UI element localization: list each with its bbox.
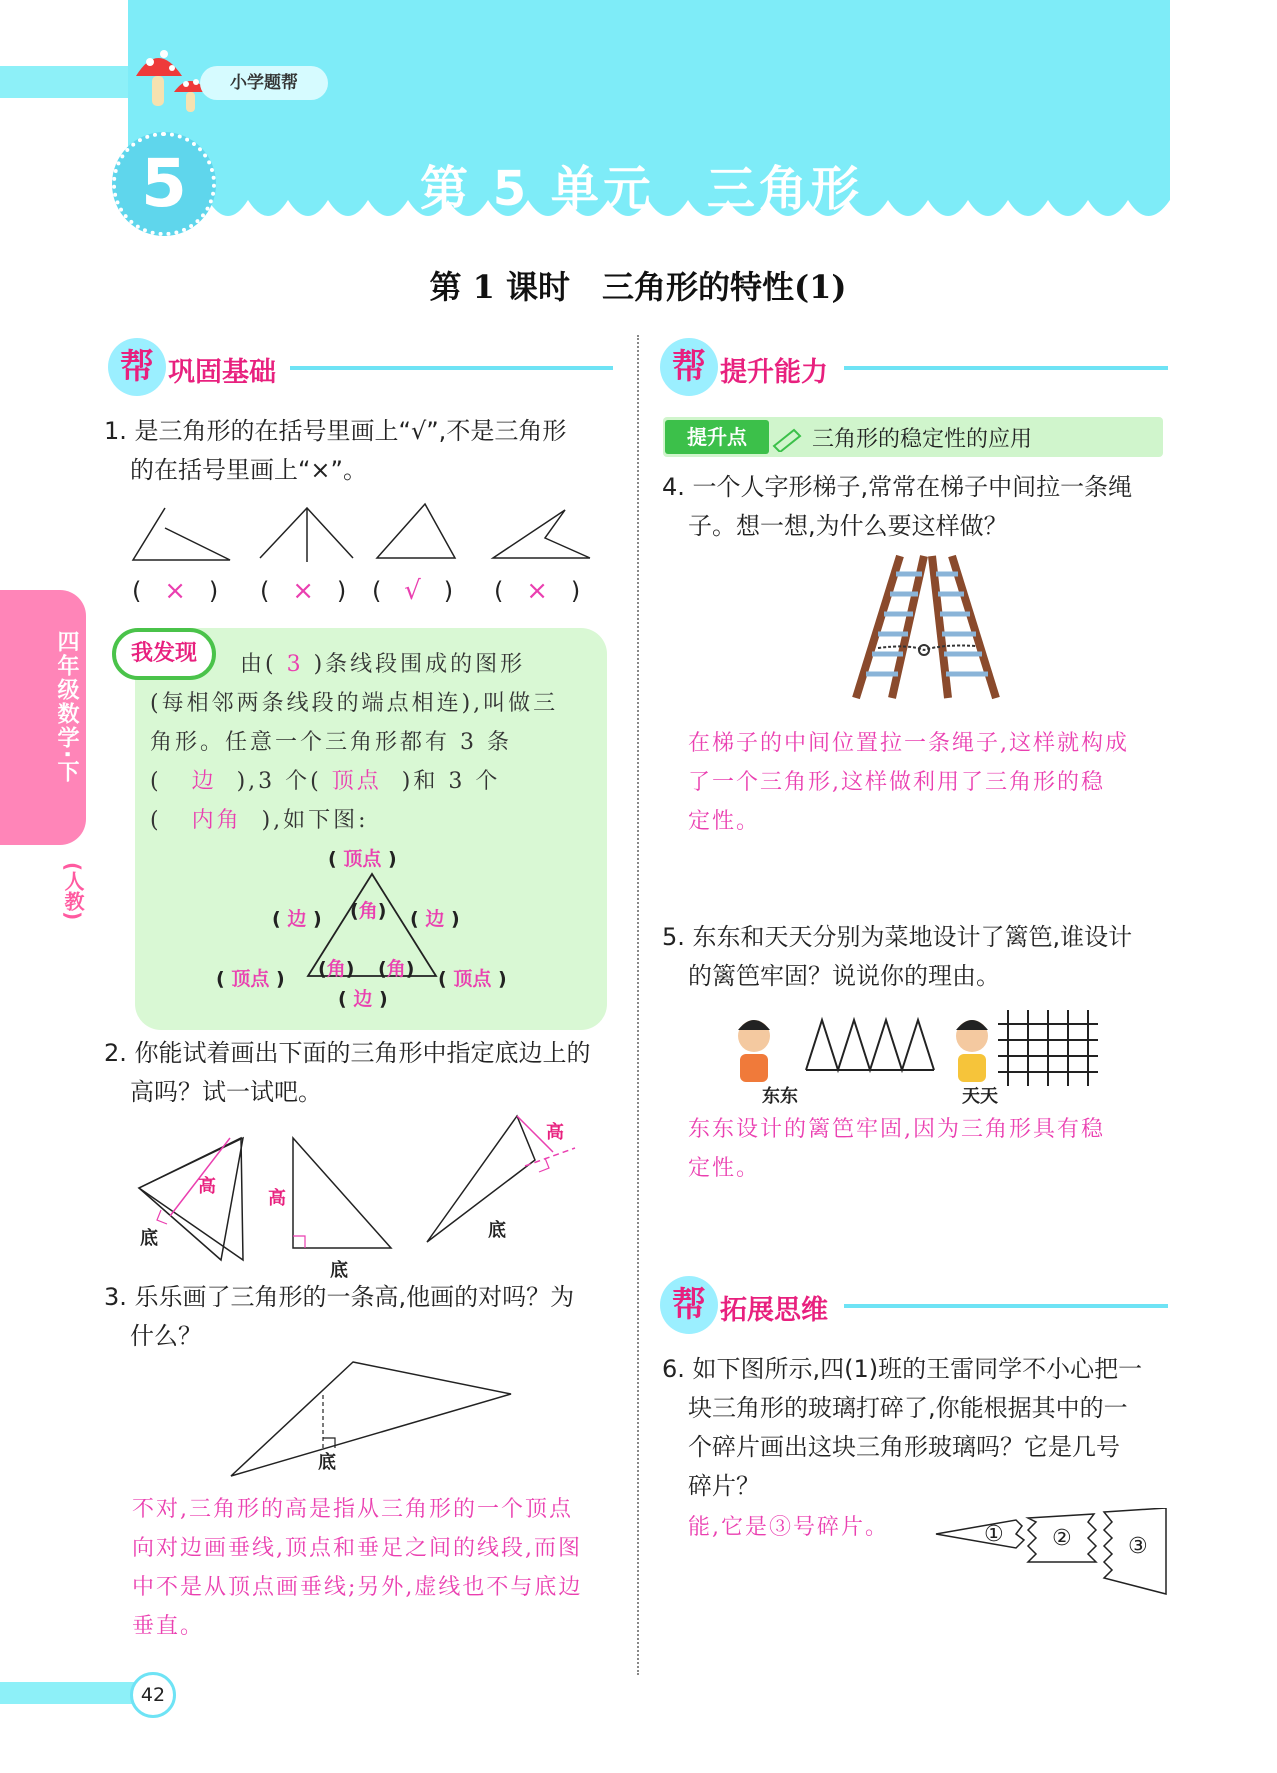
q6-line1: 6. 如下图所示,四(1)班的王雷同学不小心把一: [662, 1355, 1143, 1383]
section-label: 巩固基础: [168, 357, 276, 388]
discover-l4-mid: ),3 个(: [236, 769, 322, 794]
q6-answer: 能,它是③号碎片。: [688, 1515, 889, 1540]
question-2: [104, 1034, 624, 1112]
label-top-angle: (角): [350, 900, 387, 922]
piece-2-label: ②: [1052, 1526, 1072, 1551]
question-4: [662, 468, 1172, 546]
column-divider: [637, 335, 639, 1675]
discover-l1-post: )条线段围成的图形: [313, 652, 526, 677]
label-right-vertex: ( 顶点 ): [438, 968, 507, 990]
label-right-side-ans: 边: [425, 908, 445, 930]
label-right-angle-ans: 角: [386, 958, 406, 980]
question-1: [104, 412, 624, 490]
label-top-vertex: ( 顶点 ): [328, 848, 397, 870]
q6-line3: 个碎片画出这块三角形玻璃吗？它是几号: [688, 1433, 1120, 1461]
q1-mark-1: ×: [164, 576, 187, 606]
q3-answer-line: 向对边画垂线,顶点和垂足之间的线段,而图: [132, 1536, 582, 1561]
label-top-vertex-ans: 顶点: [343, 848, 382, 870]
section-consolidate: [108, 338, 613, 394]
discover-ans-vertex: 顶点: [331, 769, 382, 794]
discover-badge: 我发现: [112, 628, 216, 680]
lesson-title: 第 1 课时 三角形的特性(1): [429, 268, 847, 306]
page-number: 42: [130, 1672, 176, 1718]
q4-line1: 4. 一个人字形梯子,常常在梯子中间拉一条绳: [662, 473, 1133, 501]
label-left-vertex: ( 顶点 ): [216, 968, 285, 990]
point-tag-badge: 提升点: [665, 420, 769, 454]
q1-mark-4: ×: [526, 576, 549, 606]
discover-l1-pre: 由(: [240, 652, 277, 677]
section-improve: [660, 338, 1168, 394]
section-line: [844, 1304, 1168, 1308]
discover-l3: 角形。任意一个三角形都有 3 条: [150, 730, 512, 755]
unit-title: 第 5 单元 三角形: [420, 161, 863, 217]
q6-line2: 块三角形的玻璃打碎了,你能根据其中的一: [688, 1394, 1128, 1422]
page-strip: [0, 1682, 150, 1704]
discover-text: 由( 3 )条线段围成的图形 (每相邻两条线段的端点相连),叫做三 角形。任意一个三角形都有 3 条 ( 边 ),3 个( 顶点 )和 3 个 ( 内角 ),如下图:: [150, 645, 590, 840]
q5-line2: 的篱笆牢固？说说你的理由。: [688, 962, 1000, 990]
question-5: [662, 918, 1172, 996]
ladder-image: [848, 552, 1003, 702]
section-badge: 帮: [108, 338, 166, 396]
q2-base-3: 底: [488, 1220, 506, 1241]
discover-ans-side: 边: [191, 769, 217, 794]
q3-line1: 3. 乐乐画了三角形的一条高,他画的对吗？为: [104, 1283, 575, 1311]
section-badge: 帮: [660, 1276, 718, 1334]
section-expand: [660, 1276, 1168, 1332]
discover-l4-post: )和 3 个: [401, 769, 501, 794]
section-line: [290, 366, 613, 370]
discover-l2: (每相邻两条线段的端点相连),叫做三: [150, 691, 559, 716]
label-right-angle: (角): [378, 958, 415, 980]
piece-1-label: ①: [984, 1522, 1004, 1547]
q3-answer-line: 不对,三角形的高是指从三角形的一个顶点: [132, 1497, 573, 1522]
q1-shapes: [125, 500, 605, 570]
q2-line2: 高吗？试一试吧。: [130, 1078, 322, 1106]
q3-base: 底: [318, 1452, 336, 1473]
q5-answer: [688, 1110, 1168, 1188]
label-right-side: ( 边 ): [410, 908, 460, 930]
label-bottom-side-ans: 边: [353, 988, 373, 1010]
q5-answer-line: 东东设计的篱笆牢固,因为三角形具有稳: [688, 1117, 1105, 1142]
edition-label: (人教): [61, 862, 85, 921]
label-bottom-side: ( 边 ): [338, 988, 388, 1010]
label-left-side-ans: 边: [287, 908, 307, 930]
label-top-angle-ans: 角: [358, 900, 378, 922]
q3-line2: 什么？: [130, 1322, 202, 1350]
q2-height-2: 高: [268, 1188, 286, 1209]
q3-answer: [132, 1490, 622, 1646]
q2-base-1: 底: [140, 1228, 158, 1249]
q2-line1: 2. 你能试着画出下面的三角形中指定底边上的: [104, 1039, 591, 1067]
label-left-angle-ans: 角: [326, 958, 346, 980]
name-tiantian: 天天: [962, 1086, 998, 1107]
q5-answer-line: 定性。: [688, 1156, 761, 1181]
q1-mark-2: ×: [292, 576, 315, 606]
point-tag-text: 三角形的稳定性的应用: [812, 427, 1033, 452]
label-right-vertex-ans: 顶点: [453, 968, 492, 990]
q4-answer-line: 在梯子的中间位置拉一条绳子,这样就构成: [688, 731, 1129, 756]
q4-answer-line: 定性。: [688, 809, 761, 834]
question-3: [104, 1278, 624, 1356]
q1-line2: 的在括号里画上“×”。: [130, 456, 367, 484]
label-left-angle: (角): [318, 958, 355, 980]
label-left-vertex-ans: 顶点: [231, 968, 270, 990]
piece-3-label: ③: [1128, 1534, 1148, 1559]
q3-answer-line: 垂直。: [132, 1614, 205, 1639]
q4-line2: 子。想一想,为什么要这样做？: [688, 512, 1008, 540]
fence-images: [726, 1004, 1106, 1092]
q2-triangles: [125, 1112, 600, 1267]
section-line: [844, 366, 1168, 370]
section-label: 提升能力: [720, 357, 828, 388]
header-left-strip: [0, 66, 135, 98]
section-badge: 帮: [660, 338, 718, 396]
q4-answer: [688, 724, 1168, 841]
question-6: [662, 1350, 1172, 1506]
q2-height-3: 高: [546, 1122, 564, 1143]
q2-height-1: 高: [198, 1176, 216, 1197]
q6-line4: 碎片？: [688, 1472, 760, 1500]
name-dongdong: 东东: [762, 1086, 798, 1107]
brand-label: 小学题帮: [200, 66, 328, 100]
discover-ans-angle: 内角: [191, 808, 242, 833]
discover-l5-post: ),如下图:: [261, 808, 369, 833]
discover-ans-count: 3: [286, 652, 304, 677]
q5-line1: 5. 东东和天天分别为菜地设计了篱笆,谁设计: [662, 923, 1133, 951]
q1-mark-3: √: [404, 576, 421, 606]
q3-triangle: [225, 1358, 525, 1478]
grade-label: 四年级数学·下: [54, 630, 79, 785]
unit-number: 5: [141, 145, 187, 222]
q4-answer-line: 了一个三角形,这样做利用了三角形的稳: [688, 770, 1105, 795]
section-label: 拓展思维: [720, 1295, 828, 1326]
q3-answer-line: 中不是从顶点画垂线;另外,虚线也不与底边: [132, 1575, 583, 1600]
pencil-icon: [770, 424, 804, 452]
q1-line1: 1. 是三角形的在括号里画上“√”,不是三角形: [104, 417, 567, 445]
label-left-side: ( 边 ): [272, 908, 322, 930]
q2-base-2: 底: [330, 1260, 348, 1281]
